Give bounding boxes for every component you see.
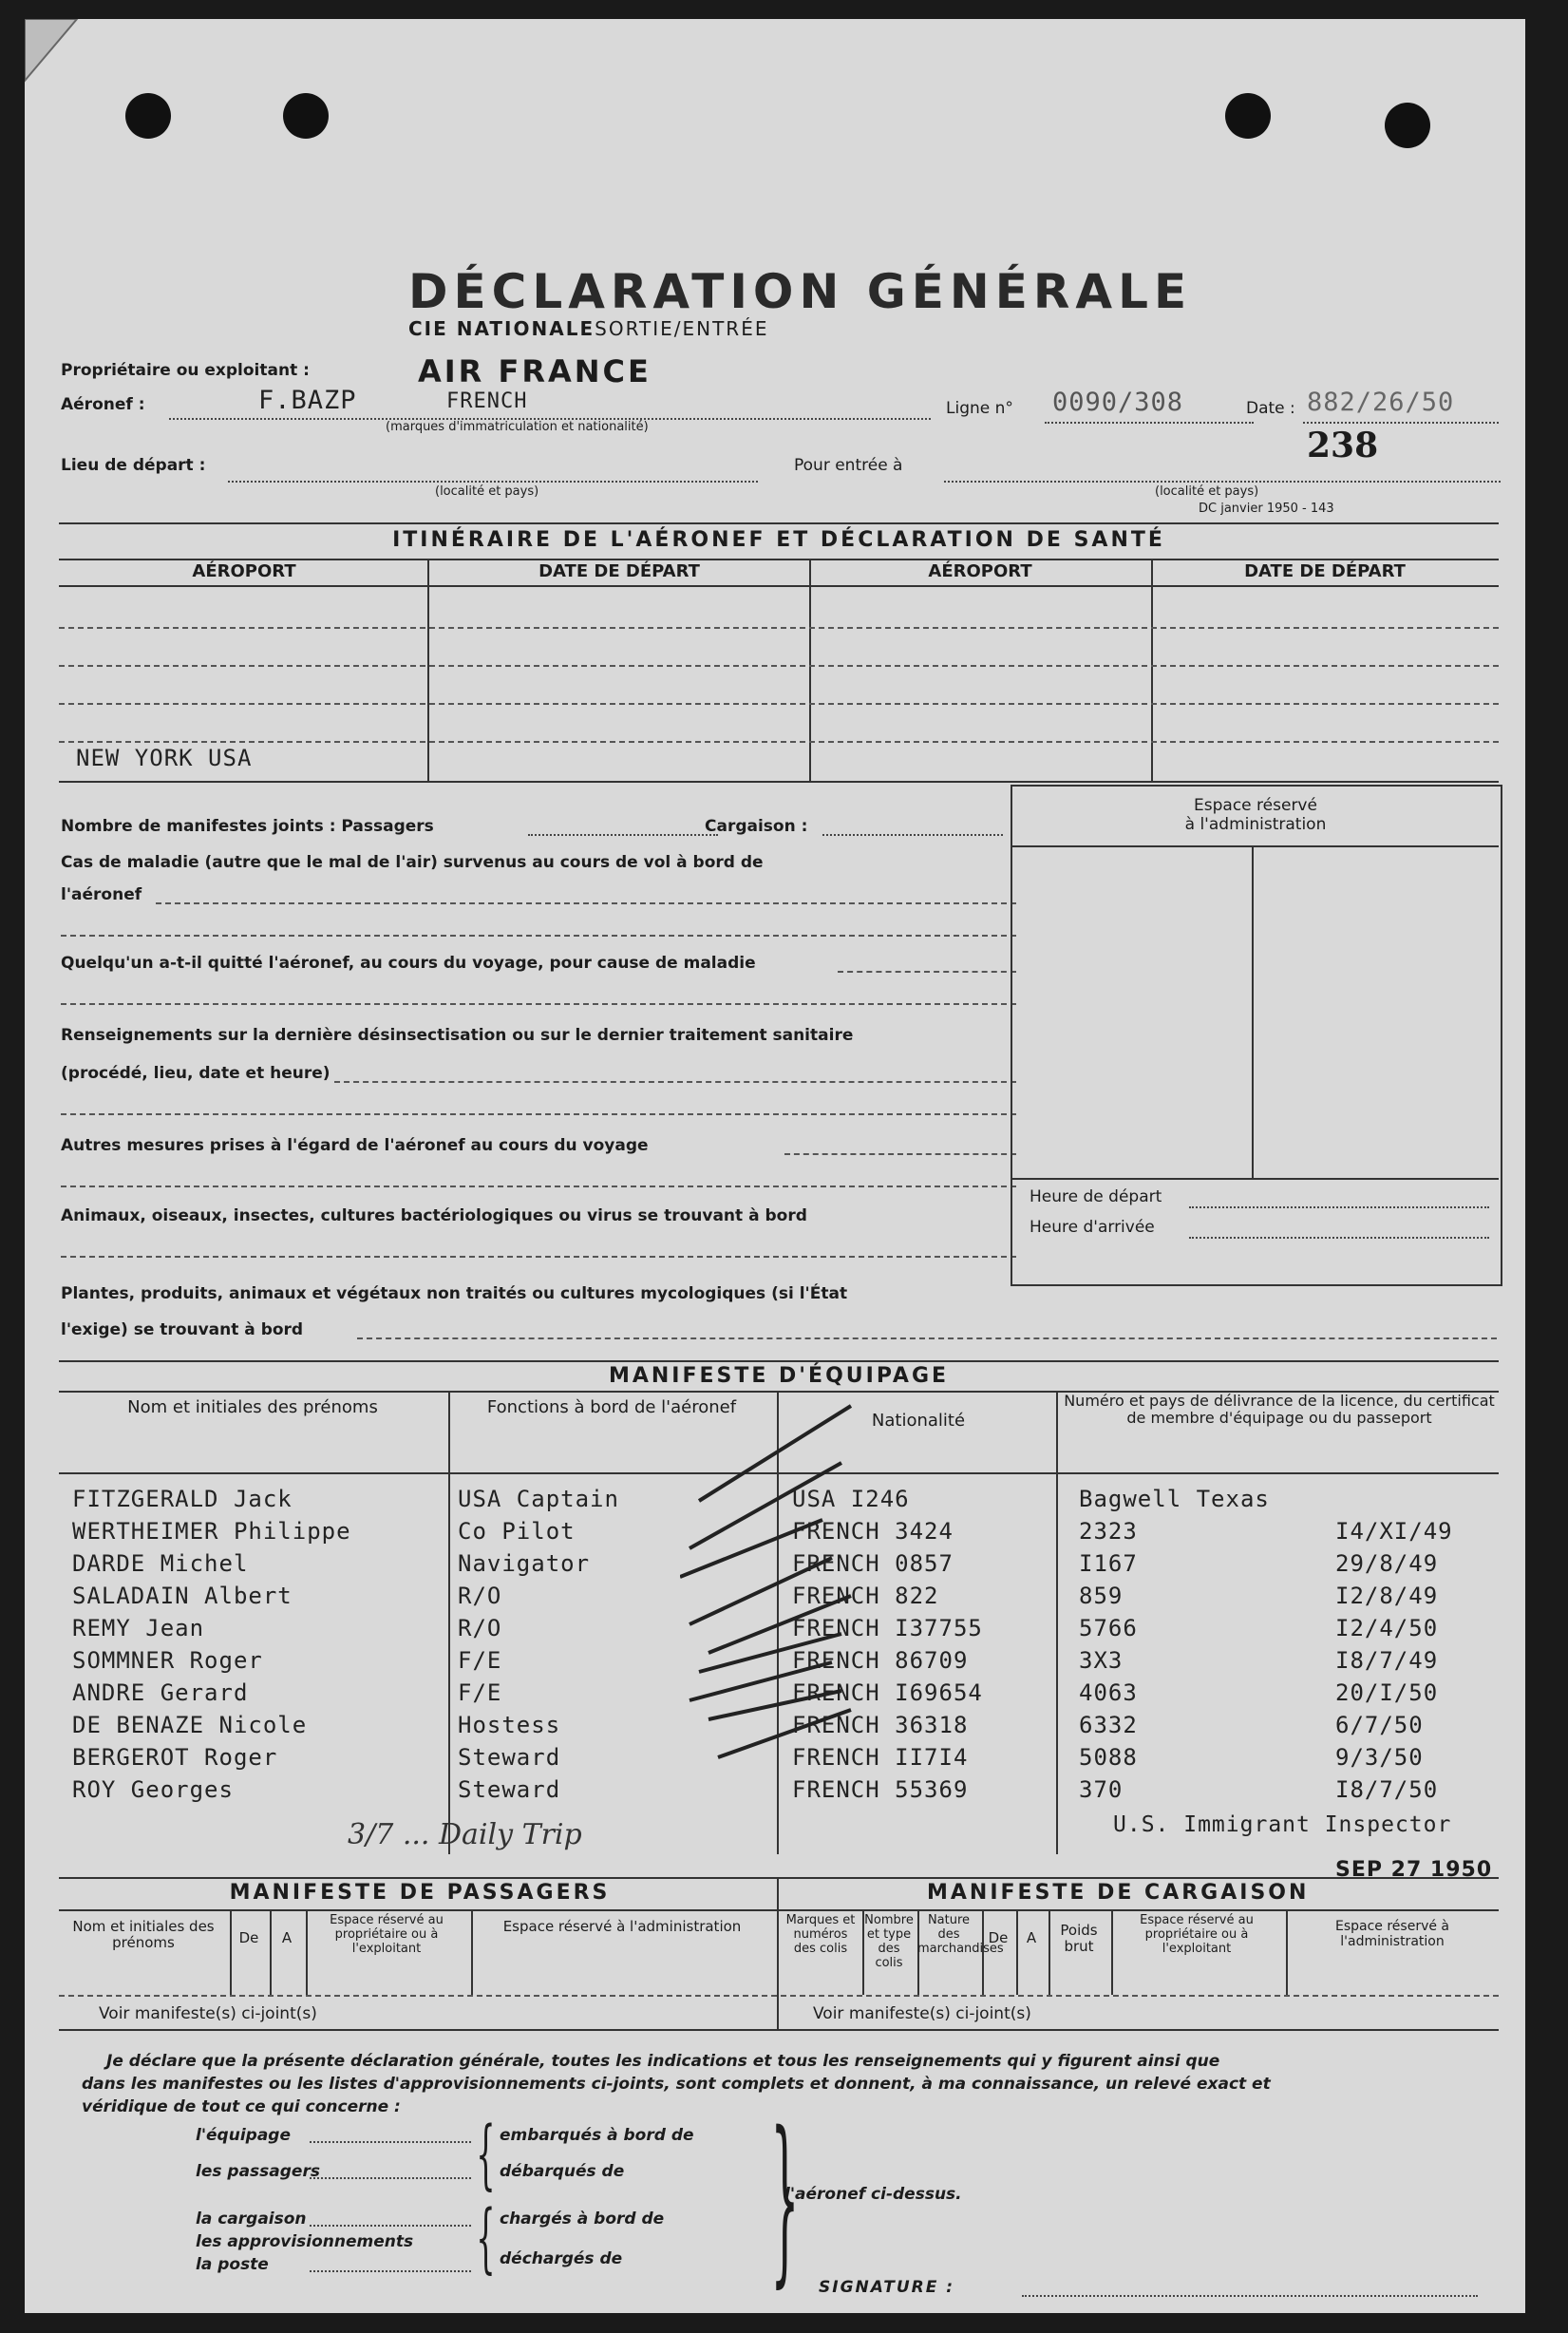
- line-label: Ligne n°: [946, 399, 1013, 418]
- question-disinfection: Renseignements sur la dernière désinsectisation ou sur le dernier traitement sanitaire: [61, 1026, 854, 1045]
- cargo-col-admin: Espace réservé à l'administration: [1334, 1919, 1450, 1949]
- company-line: CIE NATIONALESORTIE/ENTRÉE: [408, 317, 769, 340]
- decl-embarked: embarqués à bord de: [500, 2126, 694, 2145]
- crew-cell-nat: FRENCH 86709: [792, 1647, 969, 1674]
- aircraft-registration: F.BAZP: [258, 386, 357, 415]
- crew-cell-role: F/E: [458, 1679, 502, 1706]
- passengers-title: MANIFESTE DE PASSAGERS: [229, 1881, 611, 1905]
- crew-cell-nat: USA I246: [792, 1486, 910, 1512]
- check-marks: [680, 1387, 870, 1814]
- entry-label: Pour entrée à: [794, 456, 903, 475]
- decl-loaded: chargés à bord de: [500, 2210, 665, 2229]
- cargo-col-weight: Poids brut: [1060, 1922, 1098, 1955]
- crew-cell-date: 9/3/50: [1335, 1744, 1424, 1771]
- decl-passengers: les passagers: [196, 2162, 320, 2181]
- crew-cell-nat: FRENCH 36318: [792, 1712, 969, 1738]
- handwritten-note: 3/7 ... Daily Trip: [348, 1818, 582, 1851]
- document-sheet: [25, 19, 1525, 2313]
- cargo-col-owner: Espace réservé au propriétaire ou à l'exploitant: [1140, 1913, 1254, 1956]
- crew-cell-role: Navigator: [458, 1550, 591, 1577]
- crew-cell-date: I4/XI/49: [1335, 1518, 1453, 1545]
- crew-cell-role: Steward: [458, 1744, 561, 1771]
- punch-hole: [283, 93, 329, 139]
- crew-cell-name: DARDE Michel: [72, 1550, 249, 1577]
- aircraft-label: Aéronef :: [61, 395, 145, 414]
- pass-col-admin: Espace réservé à l'administration: [502, 1918, 742, 1935]
- cargo-col-to: A: [1026, 1929, 1037, 1946]
- brace-right: }: [770, 2094, 800, 2304]
- cargo-title: MANIFESTE DE CARGAISON: [927, 1881, 1310, 1905]
- question-illness-cont: l'aéronef: [61, 885, 142, 904]
- admin-box: [1011, 785, 1502, 1286]
- punch-hole: [1225, 93, 1271, 139]
- punch-hole: [125, 93, 171, 139]
- crew-cell-nat: FRENCH 55369: [792, 1776, 969, 1803]
- crew-cell-role: Steward: [458, 1776, 561, 1803]
- crew-cell-lic: 5088: [1079, 1744, 1138, 1771]
- crew-title: MANIFESTE D'ÉQUIPAGE: [608, 1364, 950, 1388]
- cargo-col-count: Nombre et type des colis: [864, 1913, 914, 1970]
- entry-note: (localité et pays): [1155, 484, 1259, 499]
- crew-cell-date: 29/8/49: [1335, 1550, 1439, 1577]
- manifests-label: Nombre de manifestes joints : Passagers: [61, 817, 434, 836]
- declaration-line-2: dans les manifestes ou les listes d'approvisionnements ci-joints, sont complets et donnent, à ma connaissance, un relevé exact et: [82, 2075, 1271, 2094]
- cargo-col-marks: Marques et numéros des colis: [785, 1913, 856, 1956]
- crew-cell-name: SALADAIN Albert: [72, 1583, 293, 1609]
- declaration-line-3: véridique de tout ce qui concerne :: [82, 2097, 401, 2116]
- crew-col-name: Nom et initiales des prénoms: [127, 1397, 378, 1417]
- crew-cell-lic: I167: [1079, 1550, 1138, 1577]
- decl-supplies: les approvisionnements: [196, 2232, 414, 2251]
- crew-cell-name: WERTHEIMER Philippe: [72, 1518, 351, 1545]
- crew-cell-lic: 859: [1079, 1583, 1124, 1609]
- punch-hole: [1385, 103, 1430, 148]
- stamp-number: 238: [1307, 426, 1379, 465]
- crew-cell-lic: 3X3: [1079, 1647, 1124, 1674]
- itinerary-col-date: DATE DE DÉPART: [538, 561, 700, 581]
- crew-cell-nat: FRENCH II7I4: [792, 1744, 969, 1771]
- owner-label: Propriétaire ou exploitant :: [61, 361, 310, 380]
- cargo-label: Cargaison :: [705, 817, 808, 836]
- departure-label: Lieu de départ :: [61, 456, 206, 475]
- cargo-col-nature: Nature des marchandises: [917, 1913, 1004, 1956]
- page-title: DÉCLARATION GÉNÉRALE: [408, 264, 1193, 319]
- crew-cell-name: REMY Jean: [72, 1615, 205, 1641]
- question-plants-cont: l'exige) se trouvant à bord: [61, 1320, 304, 1339]
- pass-see-attached: Voir manifeste(s) ci-joint(s): [99, 2004, 317, 2023]
- pass-col-from: De: [238, 1929, 259, 1946]
- crew-cell-lic: 4063: [1079, 1679, 1138, 1706]
- question-illness: Cas de maladie (autre que le mal de l'air) survenus au cours de vol à bord de: [61, 853, 764, 872]
- crew-col-license: Numéro et pays de délivrance de la licence, du certificat de membre d'équipage ou du passeport: [1064, 1392, 1495, 1427]
- question-other-measures: Autres mesures prises à l'égard de l'aéronef au cours du voyage: [61, 1136, 649, 1155]
- question-left-aircraft: Quelqu'un a-t-il quitté l'aéronef, au cours du voyage, pour cause de maladie: [61, 954, 756, 973]
- declaration-line-1: Je déclare que la présente déclaration générale, toutes les indications et tous les renseignements qui y figurent ainsi que: [106, 2052, 1220, 2071]
- crew-cell-date: 6/7/50: [1335, 1712, 1424, 1738]
- cargo-col-from: De: [988, 1929, 1009, 1946]
- stamp-date: SEP 27 1950: [1335, 1858, 1493, 1882]
- pass-col-owner: Espace réservé au propriétaire ou à l'exploitant: [330, 1913, 444, 1956]
- crew-cell-nat: FRENCH 3424: [792, 1518, 954, 1545]
- crew-cell-lic: 6332: [1079, 1712, 1138, 1738]
- crew-cell-role: R/O: [458, 1615, 502, 1641]
- crew-cell-name: SOMMNER Roger: [72, 1647, 263, 1674]
- crew-col-role: Fonctions à bord de l'aéronef: [486, 1397, 737, 1417]
- crew-cell-date: I8/7/50: [1335, 1776, 1439, 1803]
- crew-cell-role: R/O: [458, 1583, 502, 1609]
- crew-cell-role: Co Pilot: [458, 1518, 576, 1545]
- decl-unloaded: déchargés de: [500, 2249, 623, 2268]
- pass-col-to: A: [281, 1929, 293, 1946]
- crew-cell-name: FITZGERALD Jack: [72, 1486, 293, 1512]
- crew-cell-lic: Bagwell Texas: [1079, 1486, 1270, 1512]
- aircraft-note: (marques d'immatriculation et nationalité): [386, 420, 649, 434]
- date-value: 882/26/50: [1307, 388, 1455, 417]
- aircraft-nationality: FRENCH: [446, 389, 528, 413]
- admin-box-title: Espace réservé à l'administration: [1184, 796, 1327, 834]
- crew-cell-lic: 2323: [1079, 1518, 1138, 1545]
- decl-mail: la poste: [196, 2255, 269, 2274]
- owner-value: AIR FRANCE: [418, 353, 652, 389]
- decl-cargo: la cargaison: [196, 2210, 307, 2229]
- crew-cell-nat: FRENCH I37755: [792, 1615, 983, 1641]
- crew-cell-nat: FRENCH 822: [792, 1583, 939, 1609]
- form-reference: DC janvier 1950 - 143: [1199, 502, 1334, 516]
- crew-cell-name: ROY Georges: [72, 1776, 234, 1803]
- crew-cell-name: BERGEROT Roger: [72, 1744, 278, 1771]
- admin-arrival-time: Heure d'arrivée: [1030, 1218, 1155, 1237]
- question-animals: Animaux, oiseaux, insectes, cultures bactériologiques ou virus se trouvant à bord: [61, 1206, 807, 1225]
- crew-cell-date: I8/7/49: [1335, 1647, 1439, 1674]
- decl-disembarked: débarqués de: [500, 2162, 625, 2181]
- pass-col-name: Nom et initiales des prénoms: [72, 1918, 215, 1951]
- cargo-see-attached: Voir manifeste(s) ci-joint(s): [813, 2004, 1031, 2023]
- crew-cell-date: I2/8/49: [1335, 1583, 1439, 1609]
- crew-cell-lic: 370: [1079, 1776, 1124, 1803]
- crew-cell-date: I2/4/50: [1335, 1615, 1439, 1641]
- crew-cell-date: 20/I/50: [1335, 1679, 1439, 1706]
- crew-col-nationality: Nationalité: [871, 1411, 966, 1431]
- itinerary-col-date-2: DATE DE DÉPART: [1244, 561, 1406, 581]
- crew-cell-lic: 5766: [1079, 1615, 1138, 1641]
- crew-cell-name: ANDRE Gerard: [72, 1679, 249, 1706]
- crew-cell-nat: FRENCH 0857: [792, 1550, 954, 1577]
- brace-left-2: {: [476, 2193, 496, 2282]
- itinerary-entry: NEW YORK USA: [76, 745, 253, 771]
- admin-depart-time: Heure de départ: [1030, 1187, 1162, 1206]
- crew-cell-role: USA Captain: [458, 1486, 619, 1512]
- crew-cell-role: F/E: [458, 1647, 502, 1674]
- crew-cell-nat: FRENCH I69654: [792, 1679, 983, 1706]
- line-number: 0090/308: [1052, 388, 1184, 417]
- crew-cell-role: Hostess: [458, 1712, 561, 1738]
- question-plants: Plantes, produits, animaux et végétaux non traités ou cultures mycologiques (si l'État: [61, 1284, 848, 1303]
- signature-label: SIGNATURE :: [819, 2278, 955, 2297]
- itinerary-col-airport-2: AÉROPORT: [928, 561, 1032, 581]
- brace-left: {: [476, 2110, 496, 2198]
- itinerary-title: ITINÉRAIRE DE L'AÉRONEF ET DÉCLARATION DE SANTÉ: [392, 528, 1165, 552]
- question-disinfection-cont: (procédé, lieu, date et heure): [61, 1064, 331, 1083]
- decl-aircraft-ref: l'aéronef ci-dessus.: [784, 2185, 962, 2204]
- date-label: Date :: [1246, 399, 1295, 418]
- crew-cell-name: DE BENAZE Nicole: [72, 1712, 308, 1738]
- itinerary-col-airport: AÉROPORT: [192, 561, 296, 581]
- inspector-stamp: U.S. Immigrant Inspector: [1113, 1812, 1452, 1837]
- departure-note: (localité et pays): [435, 484, 539, 499]
- folded-corner: [25, 19, 82, 85]
- decl-crew: l'équipage: [196, 2126, 291, 2145]
